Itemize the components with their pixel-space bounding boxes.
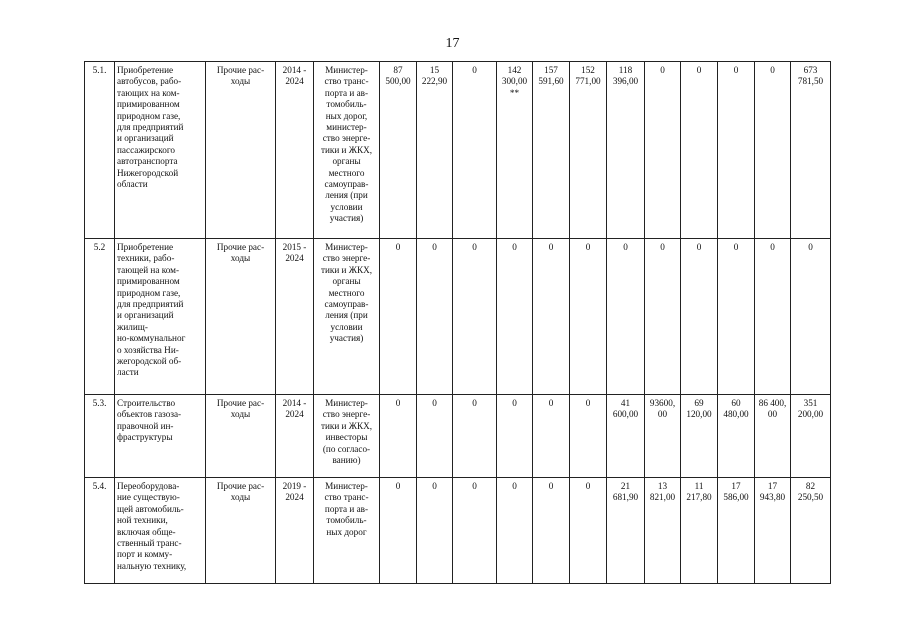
amount-cell-line: 821,00	[649, 492, 676, 503]
amount-cell	[791, 62, 831, 239]
amount-cell-line: 118	[618, 65, 633, 75]
amount-cell-line: 300,00	[501, 76, 528, 87]
executor-cell-line: тики и ЖКХ,	[320, 144, 373, 155]
amount-cell	[570, 478, 607, 584]
amount-cell-line: 15	[429, 65, 440, 75]
amount-cell-line: 781,50	[797, 76, 824, 87]
expense-type-cell	[206, 395, 276, 478]
amount-cell	[791, 239, 831, 395]
expense-type-cell-line: Прочие рас-	[216, 481, 265, 491]
amount-cell-line: 17	[767, 481, 778, 491]
amount-cell	[380, 62, 417, 239]
executor-cell	[314, 395, 380, 478]
amount-cell	[453, 395, 497, 478]
amount-cell-line: 0	[395, 481, 401, 491]
amount-cell-line: 120,00	[686, 409, 712, 420]
table-body	[85, 62, 831, 584]
amount-cell-line: 82	[805, 481, 816, 491]
activity-name-cell-line: Нижегородской	[117, 167, 179, 178]
executor-cell-line: условии	[330, 201, 363, 212]
amount-cell-line: 0	[770, 242, 775, 252]
amount-cell-line: 0	[548, 398, 554, 408]
activity-name-cell-line: жилищ-	[117, 321, 148, 332]
amount-cell-line: 142	[507, 65, 522, 75]
amount-cell-line: 200,00	[797, 409, 824, 420]
activity-name-cell-line: и организаций	[117, 133, 174, 144]
row-number-cell	[85, 478, 115, 584]
amount-cell-line: 21	[620, 481, 631, 491]
amount-cell-line: 69	[694, 398, 704, 408]
activity-name-cell-line: примированном	[117, 99, 180, 110]
amount-cell-line: 0	[548, 481, 554, 491]
amount-cell-line: 0	[585, 481, 591, 491]
amount-cell	[791, 478, 831, 584]
amount-cell-line: 0	[432, 481, 437, 491]
amount-cell-line: 86 400,	[758, 398, 787, 408]
amount-cell	[453, 478, 497, 584]
activity-name-cell-line: области	[117, 179, 148, 190]
activity-name-cell-line: ной техники,	[117, 515, 168, 526]
executor-cell-line: условии	[330, 321, 363, 332]
activity-name-cell-line: автотранспорта	[117, 156, 178, 167]
amount-cell-line: 681,90	[612, 492, 639, 503]
executor-cell-line: органы	[332, 156, 361, 167]
amount-cell-line: 600,00	[612, 409, 639, 420]
executor-cell-line: органы	[332, 276, 361, 287]
period-cell-line: 2024	[285, 492, 304, 503]
activity-name-cell-line: включая обще-	[117, 526, 176, 537]
executor-cell-line: местного	[328, 287, 365, 298]
activity-name-cell-line: природном газе,	[117, 287, 181, 298]
executor-cell	[314, 239, 380, 395]
amount-cell	[718, 395, 755, 478]
executor-cell-line: участия)	[329, 213, 364, 224]
executor-cell-line: ных дорог,	[325, 110, 368, 121]
amount-cell-line: 0	[660, 65, 665, 75]
amount-cell-line: 480,00	[723, 409, 749, 420]
period-cell-line: 2024	[285, 409, 304, 420]
executor-cell-line: ных дорог	[326, 526, 367, 537]
period-cell-line: 2019 -	[282, 481, 307, 491]
amount-cell	[417, 239, 453, 395]
activity-name-cell	[115, 395, 206, 478]
amount-cell-line: 591,60	[538, 76, 564, 87]
period-cell	[276, 478, 314, 584]
amount-cell	[533, 62, 570, 239]
amount-cell-line: 0	[472, 242, 477, 252]
amount-cell-line: 41	[620, 398, 631, 408]
amount-cell	[791, 395, 831, 478]
amount-cell-line: 0	[585, 242, 591, 252]
executor-cell-line: порта и ав-	[324, 503, 369, 514]
amount-cell	[380, 239, 417, 395]
activity-name-cell-line: о хозяйства Ни-	[117, 344, 179, 355]
amount-cell-line: 771,00	[575, 76, 601, 87]
executor-cell	[314, 62, 380, 239]
table-row	[85, 478, 831, 584]
executor-cell-line: (по согласо-	[322, 443, 371, 454]
activity-name-cell-line: автобусов, рабо-	[117, 76, 182, 87]
amount-cell	[755, 62, 791, 239]
row-number-cell-text: 5.4.	[92, 481, 107, 491]
amount-cell	[718, 62, 755, 239]
amount-cell	[453, 239, 497, 395]
amount-cell	[380, 395, 417, 478]
period-cell-line: 2014 -	[282, 65, 307, 75]
amount-cell	[497, 62, 533, 239]
amount-cell-line: 0	[432, 398, 437, 408]
period-cell-line: 2024	[285, 76, 304, 87]
activity-name-cell-line: ственный транс-	[117, 538, 182, 549]
activity-name-cell-line: для предприятий	[117, 299, 184, 310]
amount-cell	[607, 478, 645, 584]
amount-cell	[380, 478, 417, 584]
amount-cell-line: 500,00	[385, 76, 411, 87]
amount-cell-line: **	[509, 87, 520, 98]
activity-name-cell-line: нальную технику,	[117, 560, 187, 571]
activity-name-cell-line: объектов газоза-	[117, 409, 182, 420]
activity-name-cell-line: ние существую-	[117, 492, 180, 503]
period-cell	[276, 239, 314, 395]
executor-cell-line: ство энерге-	[322, 409, 371, 420]
expenses-table	[84, 61, 831, 584]
activity-name-cell	[115, 478, 206, 584]
executor-cell-line: ство транс-	[324, 76, 369, 87]
amount-cell	[718, 478, 755, 584]
activity-name-cell-line: примированном	[117, 276, 180, 287]
amount-cell-line: 0	[770, 65, 775, 75]
amount-cell-line: 0	[733, 242, 739, 252]
activity-name-cell-line: но-коммунальног	[117, 333, 186, 344]
amount-cell-line: 60	[731, 398, 741, 408]
activity-name-cell-line: ласти	[117, 367, 139, 378]
amount-cell	[681, 239, 718, 395]
amount-cell-line: 217,80	[686, 492, 712, 503]
amount-cell-line: 0	[472, 481, 477, 491]
activity-name-cell-line: для предприятий	[117, 122, 184, 133]
amount-cell-line: 0	[512, 242, 517, 252]
activity-name-cell-line: Строительство	[117, 398, 176, 408]
expense-type-cell	[206, 478, 276, 584]
amount-cell-line: 11	[694, 481, 704, 491]
executor-cell-line: ления (при	[325, 190, 368, 201]
expense-type-cell-line: ходы	[230, 253, 251, 264]
amount-cell-line: 0	[432, 242, 437, 252]
amount-cell	[607, 395, 645, 478]
period-cell-line: 2024	[285, 253, 304, 264]
executor-cell-line: тики и ЖКХ,	[320, 264, 373, 275]
amount-cell-line: 13	[657, 481, 668, 491]
executor-cell-line: местного	[328, 167, 365, 178]
executor-cell-line: Министер-	[325, 481, 368, 491]
executor-cell-line: Министер-	[325, 65, 368, 75]
amount-cell	[681, 395, 718, 478]
executor-cell-line: участия)	[329, 333, 364, 344]
activity-name-cell-line: пассажирского	[117, 144, 175, 155]
amount-cell-line: 157	[544, 65, 558, 75]
amount-cell-line: 673	[803, 65, 818, 75]
table-row	[85, 395, 831, 478]
amount-cell-line: 0	[585, 398, 591, 408]
row-number-cell-text: 5.2	[93, 242, 106, 252]
executor-cell-line: порта и ав-	[324, 87, 369, 98]
amount-cell	[645, 239, 681, 395]
amount-cell-line: 0	[512, 481, 517, 491]
amount-cell	[755, 239, 791, 395]
executor-cell-line: инвесторы	[325, 432, 368, 443]
period-cell	[276, 62, 314, 239]
amount-cell-line: 0	[808, 242, 813, 252]
amount-cell-line: 87	[393, 65, 403, 75]
period-cell	[276, 395, 314, 478]
expense-type-cell	[206, 239, 276, 395]
row-number-cell	[85, 239, 115, 395]
activity-name-cell-line: и организаций	[117, 310, 174, 321]
amount-cell-line: 0	[472, 65, 477, 75]
row-number-cell-text: 5.3.	[92, 398, 107, 408]
amount-cell	[533, 239, 570, 395]
amount-cell	[533, 395, 570, 478]
expense-type-cell-line: ходы	[230, 76, 251, 87]
activity-name-cell-line: правочной ин-	[117, 420, 174, 431]
table-row	[85, 62, 831, 239]
activity-name-cell-line: тающих на ком-	[117, 87, 180, 98]
amount-cell	[645, 62, 681, 239]
executor-cell-line: самоуправ-	[324, 299, 369, 310]
amount-cell-line: 351	[803, 398, 818, 408]
amount-cell	[570, 395, 607, 478]
executor-cell-line: ванию)	[332, 455, 361, 466]
amount-cell-line: 0	[660, 242, 665, 252]
amount-cell-line: 00	[767, 409, 778, 420]
period-cell-line: 2014 -	[282, 398, 307, 408]
activity-name-cell-line: Приобретение	[117, 65, 174, 75]
amount-cell	[453, 62, 497, 239]
expense-type-cell-line: ходы	[230, 492, 251, 503]
row-number-cell-text: 5.1.	[92, 65, 107, 75]
executor-cell-line: ство транс-	[324, 492, 369, 503]
amount-cell	[718, 239, 755, 395]
amount-cell-line: 152	[581, 65, 595, 75]
amount-cell-line: 0	[548, 242, 554, 252]
amount-cell	[755, 395, 791, 478]
amount-cell-line: 17	[731, 481, 741, 491]
amount-cell-line: 0	[733, 65, 739, 75]
amount-cell	[497, 478, 533, 584]
amount-cell-line: 00	[657, 409, 668, 420]
expense-type-cell-line: Прочие рас-	[216, 65, 265, 75]
executor-cell-line: Министер-	[325, 398, 368, 408]
amount-cell-line: 222,90	[421, 76, 448, 87]
amount-cell-line: 396,00	[612, 76, 639, 87]
amount-cell	[417, 395, 453, 478]
expense-type-cell-line: Прочие рас-	[216, 398, 265, 408]
amount-cell	[570, 239, 607, 395]
amount-cell	[570, 62, 607, 239]
amount-cell	[645, 395, 681, 478]
amount-cell	[755, 478, 791, 584]
amount-cell-line: 0	[472, 398, 477, 408]
activity-name-cell-line: щей автомобиль-	[117, 503, 184, 514]
amount-cell-line: 0	[395, 398, 401, 408]
amount-cell	[645, 478, 681, 584]
executor-cell-line: Министер-	[325, 242, 368, 252]
amount-cell	[417, 62, 453, 239]
table-row	[85, 239, 831, 395]
amount-cell-line: 0	[512, 398, 517, 408]
activity-name-cell-line: жегородской об-	[117, 356, 182, 367]
executor-cell-line: самоуправ-	[324, 179, 369, 190]
activity-name-cell-line: техники, рабо-	[117, 253, 175, 264]
activity-name-cell-line: тающей на ком-	[117, 264, 180, 275]
period-cell-line: 2015 -	[282, 242, 307, 252]
executor-cell-line: министер-	[326, 122, 367, 133]
activity-name-cell-line: фраструктуры	[117, 432, 173, 443]
expense-type-cell	[206, 62, 276, 239]
amount-cell	[497, 395, 533, 478]
row-number-cell	[85, 395, 115, 478]
activity-name-cell-line: порт и комму-	[117, 549, 173, 560]
executor-cell-line: томобиль-	[326, 515, 367, 526]
page-number: 17	[445, 36, 460, 51]
expense-type-cell-line: ходы	[230, 409, 251, 420]
amount-cell-line: 93600,	[649, 398, 676, 408]
amount-cell	[681, 62, 718, 239]
amount-cell-line: 586,00	[723, 492, 749, 503]
amount-cell-line: 0	[623, 242, 628, 252]
activity-name-cell-line: природном газе,	[117, 110, 181, 121]
amount-cell	[497, 239, 533, 395]
executor-cell-line: ство энерге-	[322, 253, 371, 264]
activity-name-cell	[115, 239, 206, 395]
amount-cell-line: 250,50	[797, 492, 824, 503]
expense-type-cell-line: Прочие рас-	[216, 242, 265, 252]
executor-cell-line: томобиль-	[326, 99, 367, 110]
amount-cell	[607, 239, 645, 395]
amount-cell	[681, 478, 718, 584]
executor-cell	[314, 478, 380, 584]
executor-cell-line: тики и ЖКХ,	[320, 420, 373, 431]
executor-cell-line: ство энерге-	[322, 133, 371, 144]
amount-cell	[533, 478, 570, 584]
amount-cell-line: 0	[395, 242, 401, 252]
row-number-cell	[85, 62, 115, 239]
activity-name-cell-line: Приобретение	[117, 242, 174, 252]
activity-name-cell	[115, 62, 206, 239]
amount-cell-line: 0	[696, 242, 702, 252]
amount-cell-line: 943,80	[759, 492, 786, 503]
amount-cell	[417, 478, 453, 584]
activity-name-cell-line: Переоборудова-	[117, 481, 180, 491]
executor-cell-line: ления (при	[325, 310, 368, 321]
amount-cell-line: 0	[696, 65, 702, 75]
amount-cell	[607, 62, 645, 239]
